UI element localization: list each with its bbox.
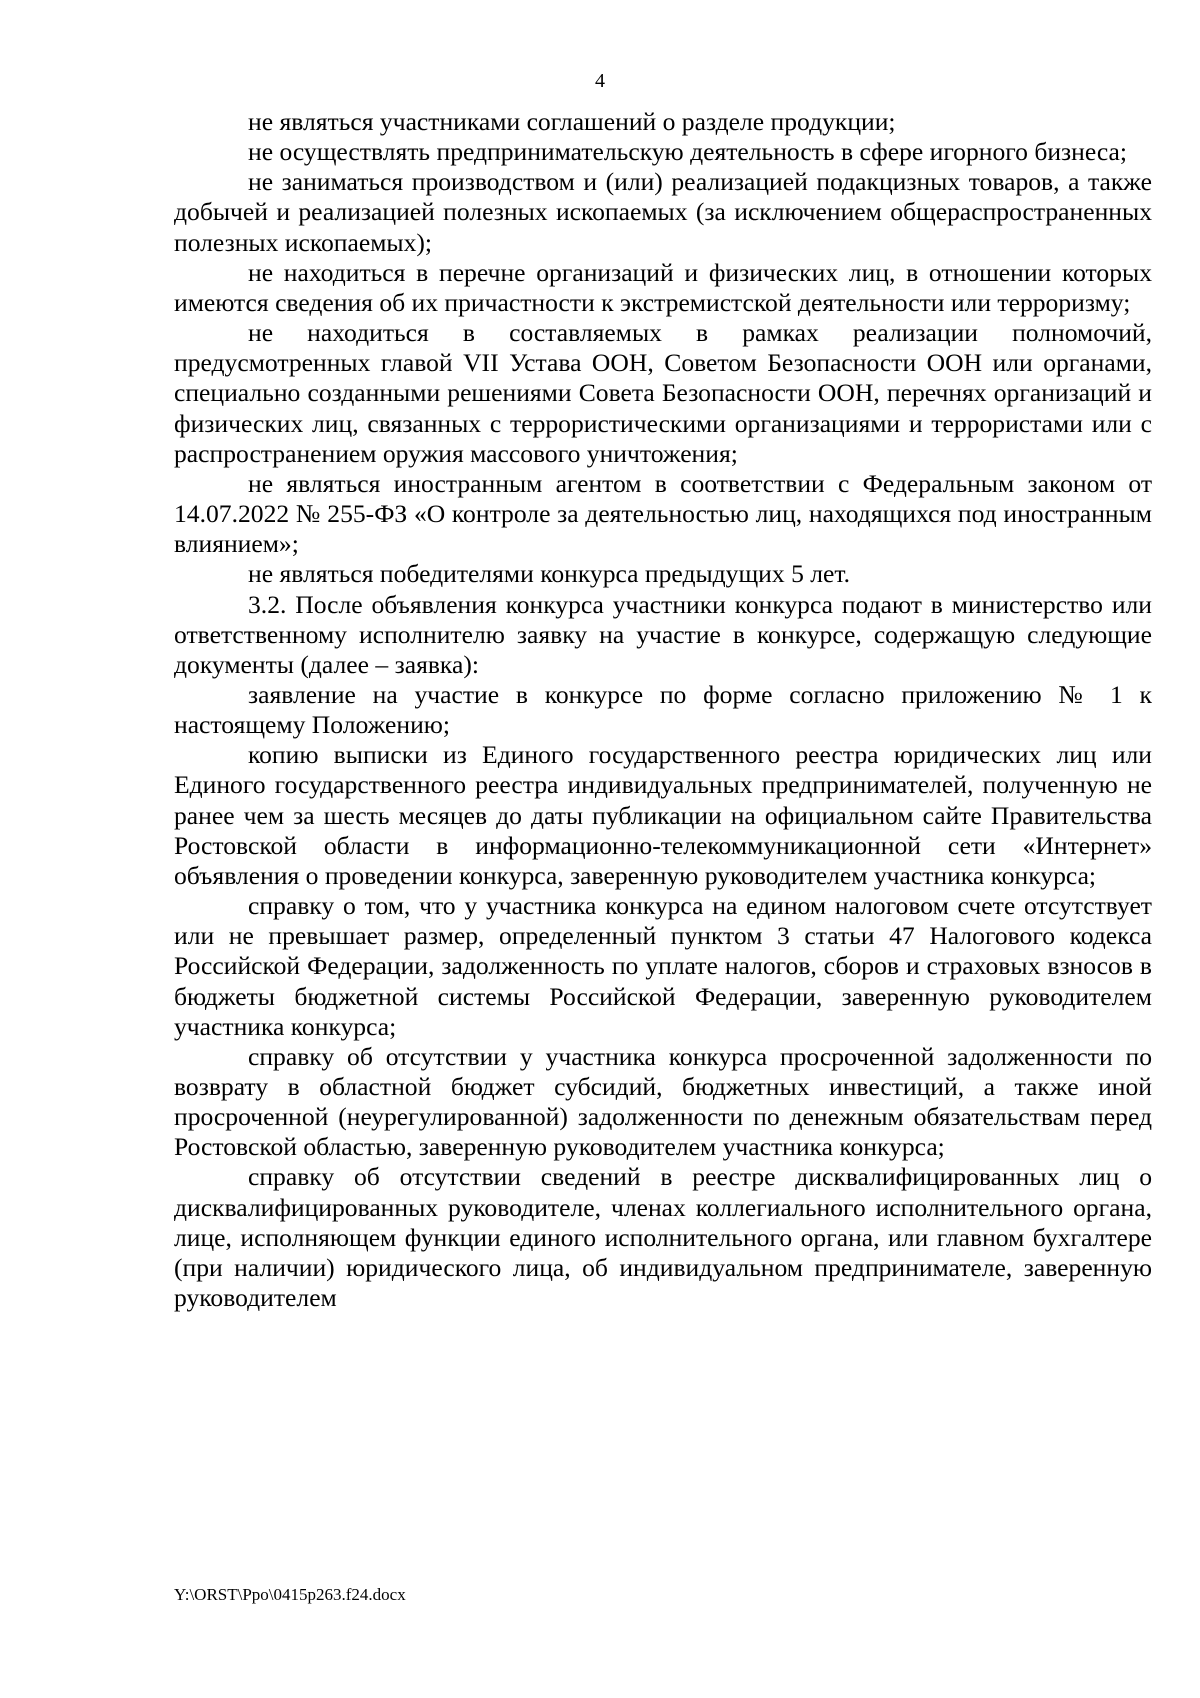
- paragraph-excise-goods: не заниматься производством и (или) реализацией подакцизных товаров, а также добычей и реализацией полезных ископаемых (за исключением общераспространенных полезных ископаемых);: [174, 167, 1159, 257]
- paragraph-tax-certificate: справку о том, что у участника конкурса на едином налоговом счете отсутствует или не превышает размер, определенный пунктом 3 статьи 47 Налогового кодекса Российской Федерации, задолженность по уплате налогов, сборов и страховых взносов в бюджеты бюджетной системы Российской Федерации, заверенную руководителем участника конкурса;: [174, 891, 1159, 1041]
- page-number: 4: [595, 70, 605, 92]
- paragraph-application-form: заявление на участие в конкурсе по форме согласно приложению № 1 к настоящему Положению;: [174, 679, 1159, 740]
- paragraph-gambling: не осуществлять предпринимательскую деятельность в сфере игорного бизнеса;: [248, 137, 1127, 167]
- paragraph-production-sharing: не являться участниками соглашений о разделе продукции;: [248, 107, 896, 136]
- paragraph-extremism-list: не находиться в перечне организаций и физических лиц, в отношении которых имеются сведения об их причастности к экстремистской деятельности или терроризму;: [174, 257, 1159, 317]
- file-path-footer: Y:\ORST\Ppo\0415p263.f24.docx: [174, 1585, 406, 1604]
- paragraph-registry-extract: копию выписки из Единого государственного реестра юридических лиц или Единого государственного реестра индивидуальных предпринимателей, полученную не ранее чем за шесть месяцев до даты публикации на официальном сайте Правительства Ростовской области в информационно-телекоммуникационной сети «Интернет» объявления о проведении конкурса, заверенную руководителем участника конкурса;: [174, 740, 1159, 890]
- paragraph-disqualified-persons: справку об отсутствии сведений в реестре дисквалифицированных лиц о дисквалифицированных руководителе, членах коллегиального исполнительного органа, лице, исполняющем функции единого исполнительного органа, или главном бухгалтере (при наличии) юридического лица, об индивидуальном предпринимателе, заверенную руководителем: [174, 1162, 1159, 1313]
- paragraph-debt-certificate: справку об отсутствии у участника конкурса просроченной задолженности по возврату в областной бюджет субсидий, бюджетных инвестиций, а также иной просроченной (неурегулированной) задолженности по денежным обязательствам перед Ростовской областью, заверенную руководителем участника конкурса;: [174, 1041, 1159, 1162]
- paragraph-previous-winners: не являться победителями конкурса предыдущих 5 лет.: [248, 559, 851, 589]
- paragraph-foreign-agent: не являться иностранным агентом в соответствии с Федеральным законом от 14.07.2022 № 255-ФЗ «О контроле за деятельностью лиц, находящихся под иностранным влиянием»;: [174, 468, 1159, 559]
- paragraph-un-sanctions: не находиться в составляемых в рамках реализации полномочий, предусмотренных главой VII Устава ООН, Советом Безопасности ООН или органами, специально созданными решениями Совета Безопасности ООН, перечнях организаций и физических лиц, связанных с террористическими организациями и террористами или с распространением оружия массового уничтожения;: [174, 318, 1159, 468]
- document-body: [174, 107, 1159, 1313]
- paragraph-section-3-2: 3.2. После объявления конкурса участники конкурса подают в министерство или ответственному исполнителю заявку на участие в конкурсе, содержащую следующие документы (далее – заявка):: [174, 589, 1159, 679]
